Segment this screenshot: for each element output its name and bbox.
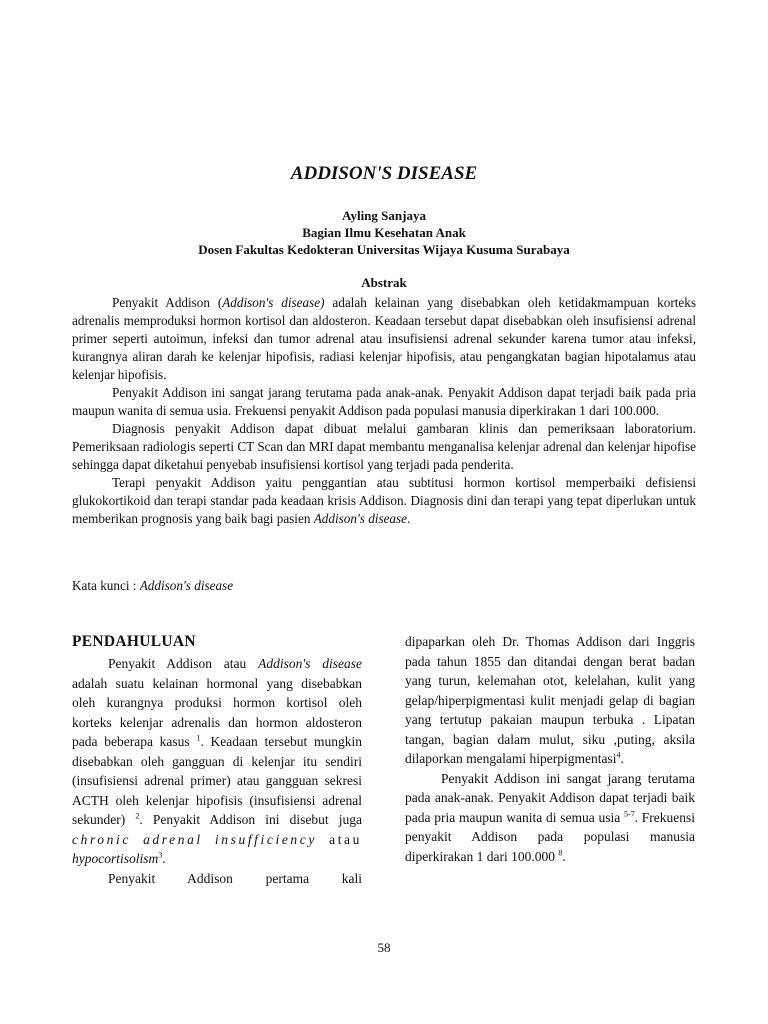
- author-affiliation: Dosen Fakultas Kedokteran Universitas Wijaya Kusuma Surabaya: [198, 242, 570, 257]
- intro-paragraph-2-start: Penyakit Addison pertama kali: [108, 870, 362, 886]
- citation-ref: 2: [135, 811, 140, 821]
- author-department: Bagian Ilmu Kesehatan Anak: [302, 225, 466, 240]
- abstract-heading: Abstrak: [361, 275, 407, 290]
- column-right: [405, 632, 695, 866]
- abstract-paragraph-2: Penyakit Addison ini sangat jarang terutama pada anak-anak. Penyakit Addison dapat terjadi baik pada pria maupun wanita di semua usia. Frekuensi penyakit Addison pada populasi manusia diperkirakan 1 dari 100.000.: [72, 385, 696, 418]
- citation-ref: 5-7: [623, 809, 635, 818]
- intro-paragraph-1: Penyakit Addison atau Addison's disease adalah suatu kelainan hormonal yang disebabkan oleh kurangnya produksi hormon kortisol oleh korteks kelenjar adrenalis dan hormon aldosteron pada beberapa kasus $^1$. Keadaan tersebut mungkin disebabkan oleh gangguan di kelenjar itu sendiri (insufisiensi adrenal primer) atau gangguan sekresi ACTH oleh kelenjar hipofisis (insufisiensi adrenal sekunder) $^2$. Penyakit Addison ini disebut juga chronic adrenal insufficiency atau hypocortisolism$^3$.: [72, 656, 363, 866]
- abstract-body: [72, 294, 696, 528]
- keywords-label: Kata kunci :: [72, 578, 140, 593]
- column-left: [72, 632, 362, 888]
- page-number: 58: [377, 940, 391, 955]
- citation-ref: 8: [558, 848, 563, 857]
- keywords: [72, 578, 233, 594]
- citation-ref: 4: [616, 750, 621, 760]
- keywords-value: Addison's disease: [139, 578, 234, 593]
- intro-paragraph-2-continued: dipaparkan oleh Dr. Thomas Addison dari Inggris pada tahun 1855 dan ditandai dengan berat badan yang turun, kelemahan otot, kelelahan, kulit yang gelap/hiperpigmentasi kulit menjadi gelap di bagian yang tertutup pakaian maupun terbuka . Lipatan tangan, bagian dalam mulut, siku ,puting, aksila dilaporkan mengalami hiperpigmentasi$^4$.: [405, 634, 695, 766]
- abstract-paragraph-3: Diagnosis penyakit Addison dapat dibuat melalui gambaran klinis dan pemeriksaan laboratorium. Pemeriksaan radiologis seperti CT Scan dan MRI dapat membantu menganalisa kelenjar adrenal dan kelenjar hipofise sehingga dapat diketahui penyebab insufisiensi kortisol yang terjadi pada penderita.: [72, 421, 696, 472]
- paper-title: ADDISON'S DISEASE: [290, 163, 478, 184]
- intro-paragraph-3: Penyakit Addison ini sangat jarang terutama pada anak-anak. Penyakit Addison dapat terjadi baik pada pria maupun wanita di semua usia $^{5-7}$. Frekuensi penyakit Addison pada populasi manusia diperkirakan 1 dari 100.000 $^8$.: [405, 770, 695, 864]
- citation-ref: 1: [196, 733, 201, 743]
- abstract-paragraph-4: Terapi penyakit Addison yaitu penggantian atau subtitusi hormon kortisol memperbaiki defisiensi glukokortikoid dan terapi standar pada keadaan krisis Addison. Diagnosis dini dan terapi yang tepat diperlukan untuk memberikan prognosis yang baik bagi pasien Addison's disease.: [72, 475, 696, 526]
- section-heading: PENDAHULUAN: [72, 633, 196, 650]
- citation-ref: 3: [158, 850, 163, 860]
- abstract-paragraph-1: Penyakit Addison (Addison's disease) adalah kelainan yang disebabkan oleh ketidakmampuan korteks adrenalis memproduksi hormon kortisol dan aldosteron. Keadaan tersebut dapat disebabkan oleh insufisiensi adrenal primer seperti autoimun, infeksi dan tumor adrenal atau insufisiensi adrenal sekunder karena tumor atau infeksi, kurangnya aliran darah ke kelenjar hipofisis, radiasi kelenjar hipofisis, atau pengangkatan bagian hipotalamus atau kelenjar hipofisis.: [72, 295, 696, 382]
- author-block: [0, 207, 768, 258]
- author-name: Ayling Sanjaya: [342, 208, 426, 223]
